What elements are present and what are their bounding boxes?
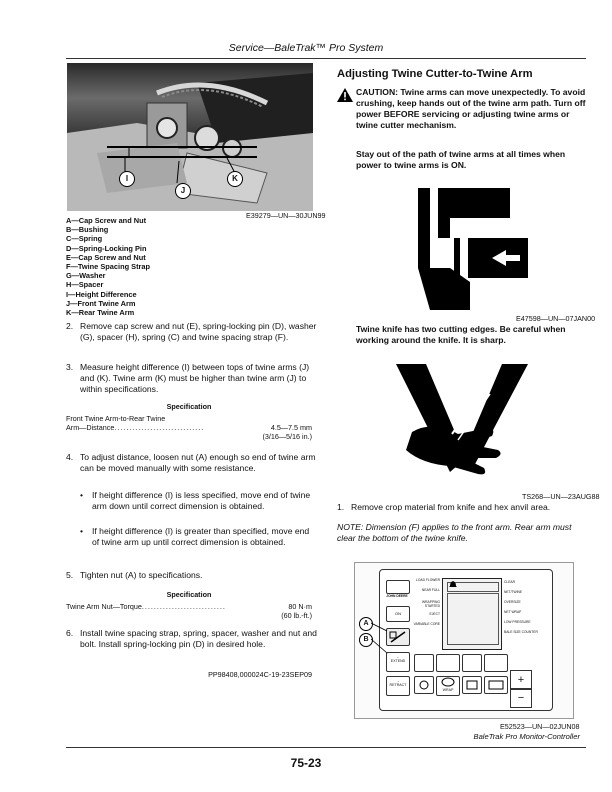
monitor-button-5[interactable] <box>414 654 434 672</box>
figure4-code: E52523—UN—02JUN08 <box>500 722 580 731</box>
monitor-button-1[interactable] <box>414 676 434 694</box>
callout-j: J <box>175 183 191 199</box>
spec1-block: Front Twine Arm-to-Rear Twine Arm—Distance .............................. 4.5—7.5 mm (3/16—5/16 in.) <box>66 414 312 441</box>
legend-item: E—Cap Screw and Nut <box>66 252 146 262</box>
twine-arm-photo <box>67 63 313 211</box>
footer-rule <box>66 747 586 748</box>
wrap-button[interactable]: WRAP <box>436 676 460 696</box>
monitor-controller-figure <box>354 562 574 719</box>
bell-icon <box>449 581 457 589</box>
legend-item: I—Height Difference <box>66 289 137 299</box>
legend-item: H—Spacer <box>66 280 104 290</box>
monitor-button-6[interactable] <box>436 654 460 672</box>
spec2-heading: Specification <box>166 590 212 599</box>
retract-button[interactable]: → RETRACT <box>386 676 410 696</box>
callout-leaders <box>371 617 391 657</box>
spec1-heading: Specification <box>166 402 212 411</box>
callout-a: A <box>359 617 373 631</box>
monitor-button-7[interactable] <box>462 654 482 672</box>
monitor-left-labels: LOAD FLOWER NEAR FULL WRAPPING STARTED EJECT VARIABLE CORE <box>413 578 440 626</box>
warning-triangle-icon <box>337 88 353 102</box>
legend-item: J—Front Twine Arm <box>66 298 136 308</box>
bullet-1: • If height difference (I) is less specified, move end of twine arm down until correct dimension is obtained. <box>80 490 311 511</box>
knife-warning: Twine knife has two cutting edges. Be careful when working around the knife. It is sharp. <box>356 324 566 345</box>
legend-item: F—Twine Spacing Strap <box>66 262 151 272</box>
on-button[interactable]: ON <box>386 606 410 622</box>
note-text: NOTE: Dimension (F) applies to the front arm. Rear arm must clear the bottom of the twine knife. <box>337 522 572 543</box>
reference-code: PP98408,000024C-19-23SEP09 <box>208 670 312 679</box>
figure1-code: E39279—UN—30JUN99 <box>246 211 326 220</box>
crush-hazard-icon <box>410 186 542 310</box>
figure1-legend <box>66 216 150 317</box>
callout-i: I <box>119 171 135 187</box>
bullet-2: • If height difference (I) is greater than specified, move end of twine arm up until correct dimension is obtained. <box>80 526 310 547</box>
cutting-hazard-icon <box>392 354 532 486</box>
minus-button[interactable]: − <box>510 688 532 708</box>
header-rule <box>66 58 586 59</box>
spec2-block: Twine Arm Nut—Torque ............................ 80 N·m (60 lb.-ft.) <box>66 602 312 620</box>
monitor-right-labels: CLEAR NET/TWINE OVERSIZE NET WRAP LOW PRESSURE BALE SIZE COUNTER <box>504 580 538 634</box>
deere-logo-icon <box>386 580 410 594</box>
plus-button[interactable]: + <box>510 670 532 690</box>
caution-text: CAUTION: Twine arms can move unexpectedly. To avoid crushing, keep hands out of the twine arm path. Turn off power BEFORE servicing or adjusting twine arms or twine cutter mechanism. <box>356 87 586 130</box>
stay-out-warning: Stay out of the path of twine arms at all times when power to twine arms is ON. <box>356 149 566 170</box>
legend-item: D—Spring-Locking Pin <box>66 243 147 253</box>
step-6: 6. Install twine spacing strap, spring, spacer, washer and nut and bolt. Install spring-locking pin (D) in desired hole. <box>66 628 317 649</box>
monitor-button-8[interactable] <box>484 654 508 672</box>
extend-button[interactable]: ← EXTEND <box>386 652 410 672</box>
figure3-code: TS268—UN—23AUG88 <box>522 492 600 501</box>
right-step-1: 1. Remove crop material from knife and hex anvil area. <box>337 502 551 512</box>
monitor-screen <box>442 578 502 650</box>
page-number: 75-23 <box>290 756 322 770</box>
callout-k: K <box>227 171 243 187</box>
legend-item: K—Rear Twine Arm <box>66 308 135 318</box>
step-3: 3. Measure height difference (I) between tops of twine arms (J) and (K). Twine arm (K) must be higher than twine arm (J) to within specifications. <box>66 362 310 394</box>
legend-item: A—Cap Screw and Nut <box>66 216 147 225</box>
page-header: Service—BaleTrak™ Pro System <box>228 42 384 54</box>
callout-b: B <box>359 633 373 647</box>
legend-item: C—Spring <box>66 234 103 244</box>
monitor-button-3[interactable] <box>462 676 482 694</box>
section-title: Adjusting Twine Cutter-to-Twine Arm <box>337 68 533 80</box>
monitor-button-4[interactable] <box>484 676 508 694</box>
step-2: 2. Remove cap screw and nut (E), spring-locking pin (D), washer (G), spacer (H), spring (C) and twine spacing strap (F). <box>66 321 317 342</box>
legend-item: G—Washer <box>66 271 106 281</box>
figure2-code: E47598—UN—07JAN00 <box>516 314 596 323</box>
figure4-caption: BaleTrak Pro Monitor-Controller <box>473 732 580 741</box>
legend-item: B—Bushing <box>66 225 109 235</box>
monitor-bezel <box>379 569 553 711</box>
step-4: 4. To adjust distance, loosen nut (A) enough so end of twine arm can be moved manually with some resistance. <box>66 452 316 473</box>
step-5: 5. Tighten nut (A) to specifications. <box>66 570 203 580</box>
brand-label: JOHN DEERE <box>386 594 408 598</box>
